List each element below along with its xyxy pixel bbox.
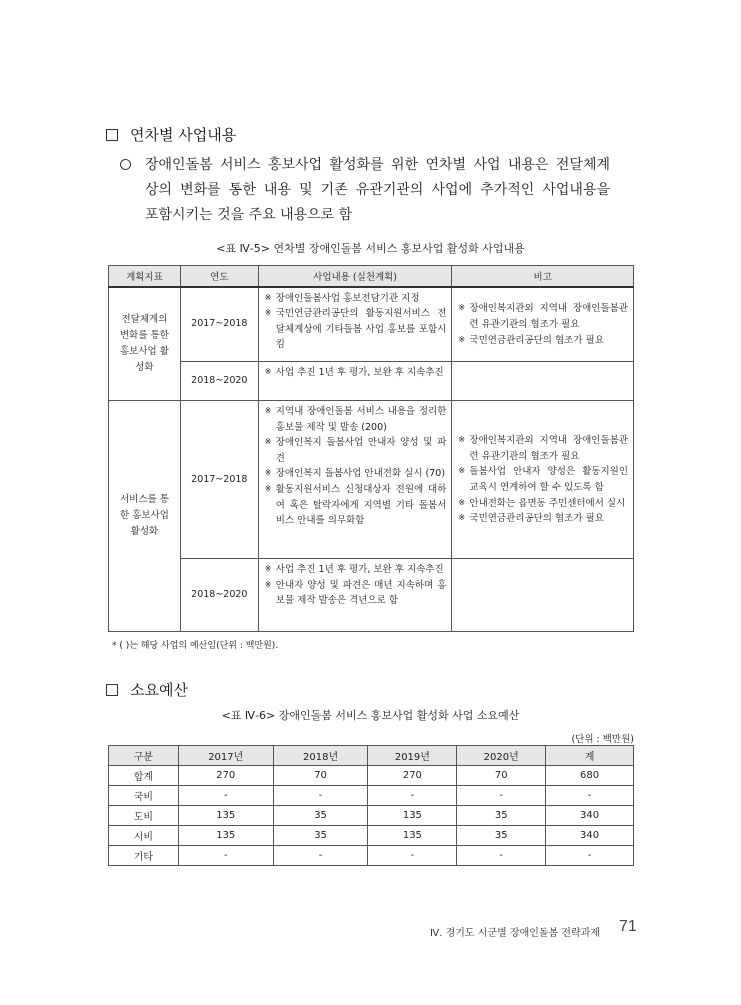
reference-mark-icon: ※ xyxy=(264,468,272,478)
table-cell: - xyxy=(546,786,634,806)
table-row xyxy=(109,826,634,846)
table-cell: 340 xyxy=(546,826,634,846)
table-cell: 35 xyxy=(273,826,368,846)
section-heading-budget xyxy=(106,679,188,700)
reference-mark-icon: ※ xyxy=(264,406,272,415)
table-cell: 70 xyxy=(457,766,546,786)
indicator-cell: 서비스를 통한 홍보사업 활성화 xyxy=(109,401,181,632)
table-cell: 35 xyxy=(457,806,546,826)
table-cell: 기타 xyxy=(109,846,179,866)
table-cell: 도비 xyxy=(109,806,179,826)
year-cell: 2018~2020 xyxy=(180,362,258,401)
page-number: 71 xyxy=(619,918,637,935)
year-cell: 2017~2018 xyxy=(180,401,258,559)
section-title: 연차별 사업내용 xyxy=(130,126,237,144)
note-item: ※ 국민연금관리공단의 협조가 필요 xyxy=(458,333,628,349)
table-row xyxy=(109,766,634,786)
table-cell: - xyxy=(546,846,634,866)
paragraph-line: 상의 변화를 통한 내용 및 기존 유관기관의 사업에 추가적인 사업내용을 xyxy=(145,182,610,198)
note-item: ※ 돌봄사업 안내자 양성은 활동지원인 교육시 연계하여 할 수 있도록 함 xyxy=(458,464,628,495)
note-item: ※ 안내전화는 읍면동 주민센터에서 실시 xyxy=(458,496,628,512)
reference-mark-icon: ※ xyxy=(458,334,466,344)
paragraph-line: 장애인돌봄 서비스 홍보사업 활성화를 위한 연차별 사업 내용은 전달체계 xyxy=(145,157,610,173)
running-footer: Ⅳ. 경기도 시군별 장애인돌봄 전략과제 xyxy=(430,928,601,939)
indicator-cell: 전달체계의 변화를 통한 홍보사업 활성화 xyxy=(109,287,181,401)
table-cell: 국비 xyxy=(109,786,179,806)
reference-mark-icon: ※ xyxy=(458,303,466,313)
remarks-cell xyxy=(452,401,634,559)
table2-unit: (단위 : 백만원) xyxy=(571,734,634,745)
header-content: 사업내용 (실천계획) xyxy=(258,266,452,287)
note-item: ※ 국민연금관리공단의 협조가 필요 xyxy=(458,511,628,527)
table2-caption: <표 Ⅳ-6> 장애인돌봄 서비스 홍보사업 활성화 사업 소요예산 xyxy=(221,709,520,722)
table-cell: - xyxy=(178,786,273,806)
table-row xyxy=(109,806,634,826)
reference-mark-icon: ※ xyxy=(458,435,466,445)
table1-footnote: * ( )는 해당 사업의 예산임(단위 : 백만원). xyxy=(112,641,279,651)
header-total: 계 xyxy=(546,746,634,766)
year-cell: 2017~2018 xyxy=(180,287,258,362)
square-bullet-icon xyxy=(106,684,118,696)
bullet-paragraph xyxy=(120,153,610,228)
table-cell: 135 xyxy=(368,826,457,846)
note-item: ※ 장애인복지 돌봄사업 안내전화 실시 (70) xyxy=(265,466,447,482)
table-cell: 시비 xyxy=(109,826,179,846)
reference-mark-icon: ※ xyxy=(458,466,466,476)
table-cell: 340 xyxy=(546,806,634,826)
header-2018: 2018년 xyxy=(273,746,368,766)
table-cell: - xyxy=(368,786,457,806)
table-row xyxy=(109,786,634,806)
table-cell: 35 xyxy=(457,826,546,846)
table-cell: - xyxy=(178,846,273,866)
table-cell: 135 xyxy=(368,806,457,826)
remarks-cell-empty xyxy=(452,559,634,632)
remarks-cell-empty xyxy=(452,362,634,401)
table-cell: - xyxy=(457,786,546,806)
table-cell: - xyxy=(457,846,546,866)
table-cell: 70 xyxy=(273,766,368,786)
header-remarks: 비고 xyxy=(452,266,634,287)
table-cell: 270 xyxy=(178,766,273,786)
year-cell: 2018~2020 xyxy=(180,559,258,632)
note-item: ※ 지역내 장애인돌봄 서비스 내용을 정리한 홍보물 제작 및 발송 (200) xyxy=(265,404,447,435)
header-indicator: 계획지표 xyxy=(109,266,181,287)
reference-mark-icon: ※ xyxy=(264,483,272,493)
content-cell xyxy=(258,362,452,401)
remarks-cell xyxy=(452,287,634,362)
table-cell: 270 xyxy=(368,766,457,786)
reference-mark-icon: ※ xyxy=(264,308,272,318)
reference-mark-icon: ※ xyxy=(264,564,272,573)
table-cell: 합계 xyxy=(109,766,179,786)
reference-mark-icon: ※ xyxy=(458,513,466,523)
note-item: ※ 국민연금관리공단의 활동지원서비스 전달체계상에 기타돌봄 사업 홍보를 포함시킴 xyxy=(265,306,447,353)
table-cell: - xyxy=(273,846,368,866)
header-2017: 2017년 xyxy=(178,746,273,766)
square-bullet-icon xyxy=(106,129,118,141)
content-cell xyxy=(258,559,452,632)
table-cell: 680 xyxy=(546,766,634,786)
table-cell: 35 xyxy=(273,806,368,826)
header-year: 연도 xyxy=(180,266,258,287)
section-title: 소요예산 xyxy=(130,681,188,699)
note-item: ※ 사업 추진 1년 후 평가, 보완 후 지속추진 xyxy=(265,365,447,381)
note-item: ※ 장애인돌봄사업 홍보전담기관 지정 xyxy=(265,291,447,307)
table-cell: - xyxy=(368,846,457,866)
table-cell: 135 xyxy=(178,826,273,846)
note-item: ※ 장애인복지관외 지역내 장애인돌봄관련 유관기관의 협조가 필요 xyxy=(458,301,628,332)
reference-mark-icon: ※ xyxy=(264,292,272,302)
table-cell: - xyxy=(273,786,368,806)
table1-caption: <표 Ⅳ-5> 연차별 장애인돌봄 서비스 홍보사업 활성화 사업내용 xyxy=(216,242,525,255)
reference-mark-icon: ※ xyxy=(264,437,272,447)
reference-mark-icon: ※ xyxy=(458,497,466,507)
content-cell xyxy=(258,287,452,362)
note-item: ※ 활동지원서비스 신청대상자 전원에 대하여 혹은 탈락자에게 지역별 기타 돌봄서비스 안내를 의무화함 xyxy=(265,482,447,529)
header-2020: 2020년 xyxy=(457,746,546,766)
budget-table xyxy=(108,745,634,866)
note-item: ※ 안내자 양성 및 파견은 매년 지속하며 홍보물 제작 발송은 격년으로 함 xyxy=(265,578,447,609)
reference-mark-icon: ※ xyxy=(264,579,272,589)
note-item: ※ 사업 추진 1년 후 평가, 보완 후 지속추진 xyxy=(265,562,447,578)
header-category: 구분 xyxy=(109,746,179,766)
reference-mark-icon: ※ xyxy=(264,367,272,376)
paragraph-line: 포함시키는 것을 주요 내용으로 함 xyxy=(145,207,353,223)
header-2019: 2019년 xyxy=(368,746,457,766)
plan-table xyxy=(108,265,634,632)
note-item: ※ 장애인복지 돌봄사업 안내자 양성 및 파견 xyxy=(265,435,447,466)
section-heading-yearly xyxy=(106,124,236,145)
table-cell: 135 xyxy=(178,806,273,826)
table-row xyxy=(109,846,634,866)
note-item: ※ 장애인복지관외 지역내 장애인돌봄관련 유관기관의 협조가 필요 xyxy=(458,433,628,464)
circle-bullet-icon xyxy=(120,159,131,170)
content-cell xyxy=(258,401,452,559)
